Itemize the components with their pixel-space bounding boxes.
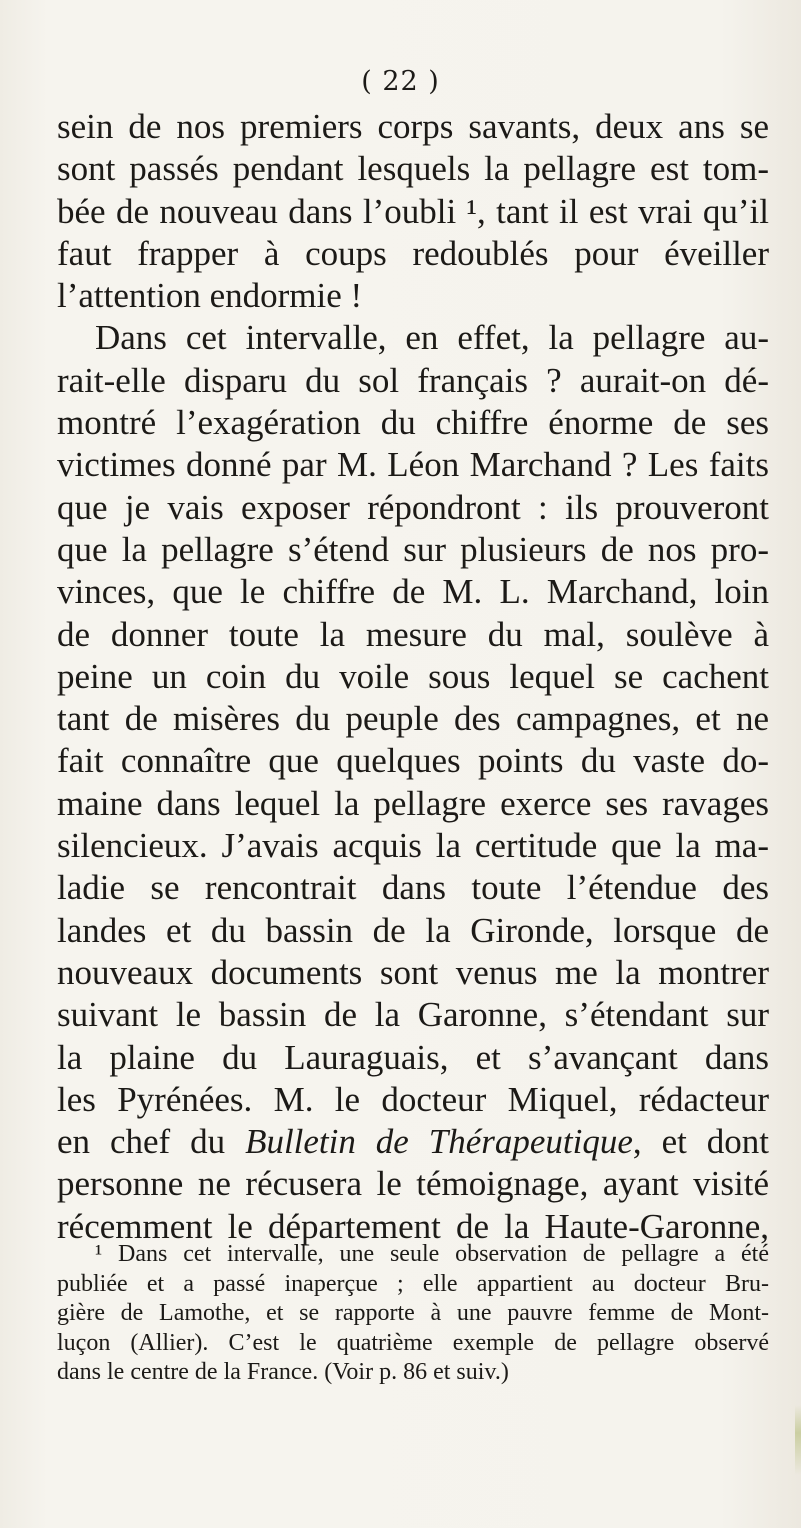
footnote-line: publiée et a passé inaperçue ; elle appartient au docteur Bru-	[57, 1270, 769, 1297]
footnote-line: dans le centre de la France. (Voir p. 86 et suiv.)	[57, 1359, 509, 1385]
text-line: nouveaux documents sont venus me la montrer	[57, 952, 769, 992]
text-line: vinces, que le chiffre de M. L. Marchand, loin	[57, 572, 769, 612]
text-line: personne ne récusera le témoignage, ayant visité	[57, 1164, 769, 1204]
text-line: de donner toute la mesure du mal, soulève à	[57, 614, 769, 654]
text-line: faut frapper à coups redoublés pour éveiller	[57, 233, 769, 273]
text-line: ladie se rencontrait dans toute l’étendue des	[57, 868, 769, 908]
main-text	[57, 106, 769, 1248]
text-fragment: en chef du	[57, 1122, 226, 1162]
journal-title: Bulletin de Thérapeutique	[245, 1122, 633, 1162]
text-line: la plaine du Lauraguais, et s’avançant dans	[57, 1037, 769, 1077]
text-line: peine un coin du voile sous lequel se cachent	[57, 656, 769, 696]
footnote	[57, 1240, 769, 1388]
page-edge-stain	[795, 1405, 801, 1475]
text-line: bée de nouveau dans l’oubli ¹, tant il est vrai qu’il	[57, 191, 769, 231]
text-line: silencieux. J’avais acquis la certitude que la ma-	[57, 826, 769, 866]
text-line: maine dans lequel la pellagre exerce ses ravages	[57, 783, 769, 823]
text-line: victimes donné par M. Léon Marchand ? Les faits	[57, 445, 769, 485]
text-line: rait-elle disparu du sol français ? aurait-on dé-	[57, 360, 769, 400]
text-line: tant de misères du peuple des campagnes, et ne	[57, 699, 769, 739]
text-line: récemment le département de la Haute-Garonne,	[57, 1206, 769, 1246]
text-line: montré l’exagération du chiffre énorme de ses	[57, 403, 769, 443]
text-line: que je vais exposer répondront : ils prouveront	[57, 487, 769, 527]
text-line: sein de nos premiers corps savants, deux ans se	[57, 107, 769, 146]
text-line: landes et du bassin de la Gironde, lorsque de	[57, 910, 769, 950]
footnote-line: ¹ Dans cet intervalle, une seule observation de pellagre a été	[95, 1241, 769, 1267]
text-line: les Pyrénées. M. le docteur Miquel, rédacteur	[57, 1079, 769, 1119]
page-number: ( 22 )	[361, 66, 440, 97]
text-line: sont passés pendant lesquels la pellagre est tom-	[57, 149, 769, 189]
text-line	[57, 1121, 769, 1163]
text-line: fait connaître que quelques points du vaste do-	[57, 741, 769, 781]
text-fragment: , et dont	[632, 1122, 770, 1162]
footnote-line: gière de Lamothe, et se rapporte à une pauvre femme de Mont-	[57, 1300, 769, 1326]
text-line: Dans cet intervalle, en effet, la pellagre au-	[95, 318, 769, 358]
footnote-line: luçon (Allier). C’est le quatrième exemple de pellagre observé	[57, 1329, 769, 1356]
text-line: suivant le bassin de la Garonne, s’étendant sur	[57, 995, 769, 1035]
text-line: l’attention endormie !	[57, 276, 363, 316]
text-line: que la pellagre s’étend sur plusieurs de nos pro-	[57, 529, 769, 569]
